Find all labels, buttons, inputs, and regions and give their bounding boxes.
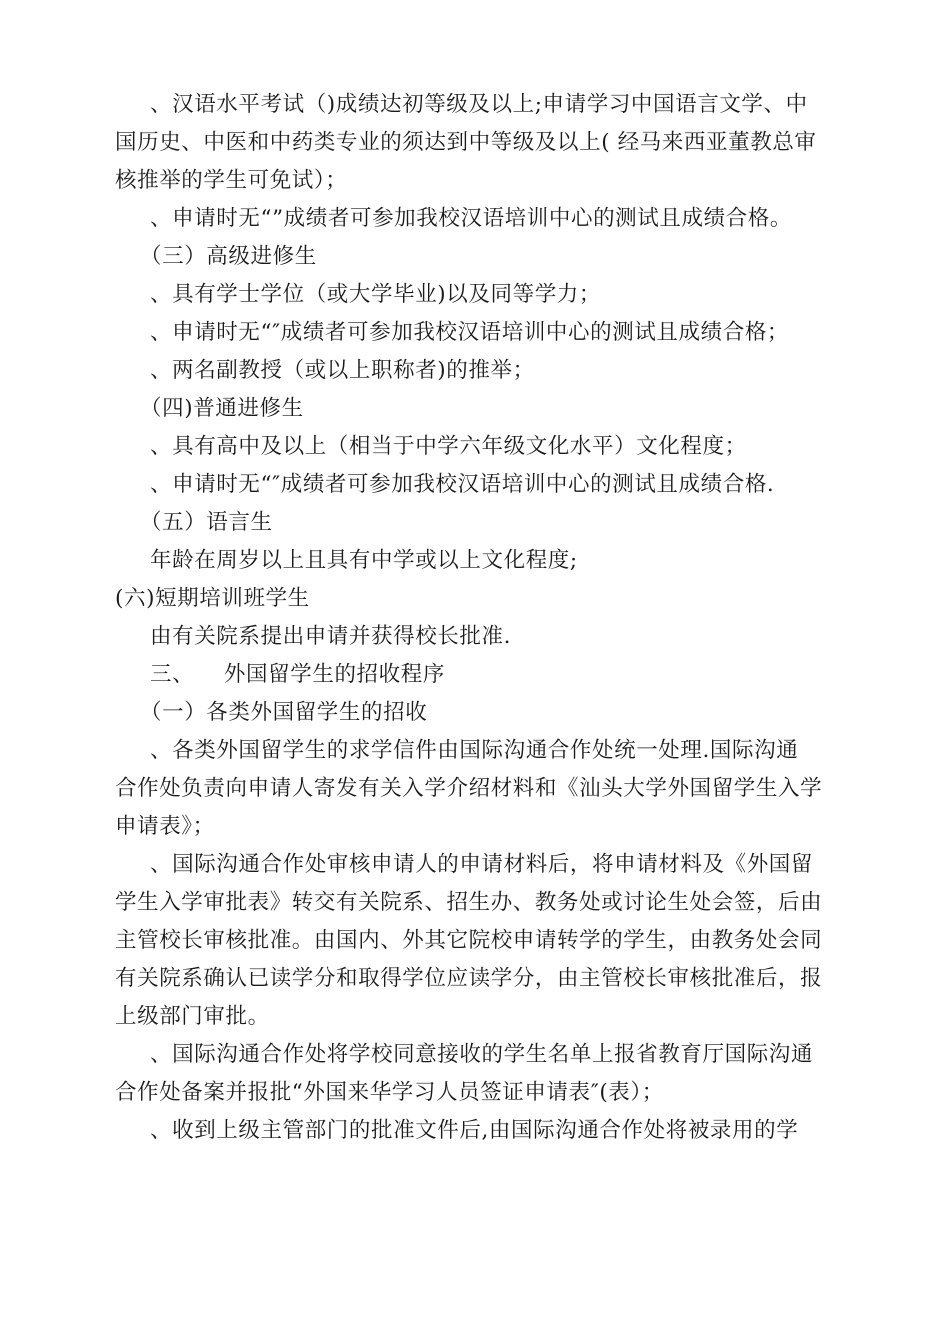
paragraph-line: 、具有学士学位（或大学毕业)以及同等学力； xyxy=(150,282,601,307)
paragraph-line: 年龄在周岁以上且具有中学或以上文化程度; xyxy=(150,548,578,573)
paragraph-line: 上级部门审批。 xyxy=(115,1004,270,1029)
paragraph-line: 、具有高中及以上（相当于中学六年级文化水平）文化程度； xyxy=(150,434,747,459)
paragraph-line: 、国际沟通合作处审核申请人的申请材料后，将申请材料及《外国留 xyxy=(150,852,814,877)
paragraph-line: 有关院系确认已读学分和取得学位应读学分，由主管校长审核批准后，报 xyxy=(115,966,823,991)
paragraph-line: 合作处负责向申请人寄发有关入学介绍材料和《汕头大学外国留学生入学 xyxy=(115,776,823,801)
section-heading: （三）高级进修生 xyxy=(140,244,317,269)
paragraph-line: 、国际沟通合作处将学校同意接收的学生名单上报省教育厅国际沟通 xyxy=(150,1042,814,1067)
paragraph-line: 学生入学审批表》转交有关院系、招生办、教务处或讨论生处会签，后由 xyxy=(115,890,823,915)
section-heading: (六)短期培训班学生 xyxy=(115,586,310,611)
paragraph-line: 、各类外国留学生的求学信件由国际沟通合作处统一处理.国际沟通 xyxy=(150,738,799,763)
paragraph-line: 、申请时无“″成绩者可参加我校汉语培训中心的测试且成绩合格. xyxy=(150,472,775,497)
paragraph-line: 、收到上级主管部门的批准文件后,由国际沟通合作处将被录用的学 xyxy=(150,1118,799,1143)
section-heading: （四)普通进修生 xyxy=(140,396,304,421)
paragraph-line: 、申请时无“″成绩者可参加我校汉语培训中心的测试且成绩合格； xyxy=(150,320,790,345)
paragraph-line: 主管校长审核批准。由国内、外其它院校申请转学的学生，由教务处会同 xyxy=(115,928,823,953)
section-heading: （一）各类外国留学生的招收 xyxy=(140,700,428,725)
chapter-heading: 三、 外国留学生的招收程序 xyxy=(150,662,445,687)
paragraph-line: 申请表》； xyxy=(115,814,215,839)
paragraph-line: 国历史、中医和中药类专业的须达到中等级及以上( 经马来西亚董教总审 xyxy=(115,130,817,155)
paragraph-line: 由有关院系提出申请并获得校长批准. xyxy=(150,624,512,649)
paragraph-line: 、两名副教授（或以上职称者)的推举； xyxy=(150,358,535,383)
paragraph-line: 、申请时无“”成绩者可参加我校汉语培训中心的测试且成绩合格。 xyxy=(150,206,792,231)
paragraph-line: 核推举的学生可免试）； xyxy=(115,168,348,193)
paragraph-line: 合作处备案并报批“外国来华学习人员签证申请表″(表）； xyxy=(115,1080,664,1105)
section-heading: （五）语言生 xyxy=(140,510,273,535)
paragraph-line: 、汉语水平考试（)成绩达初等级及以上;申请学习中国语言文学、中 xyxy=(150,92,808,117)
